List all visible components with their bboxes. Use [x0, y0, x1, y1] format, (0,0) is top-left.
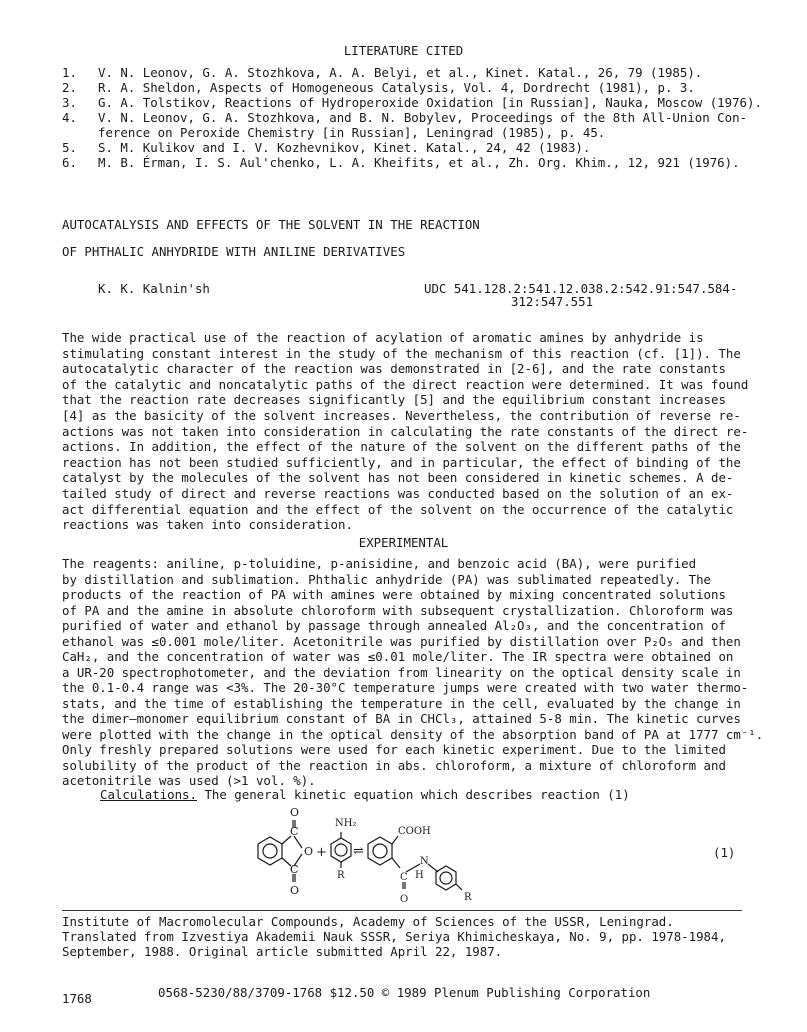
o-top-label: O [290, 806, 300, 819]
benzene-ring-product [368, 836, 462, 890]
cooh-label: COOH [398, 826, 431, 837]
calculations-label: Calculations. [100, 787, 197, 802]
c-bottom-label: C [290, 863, 299, 876]
institute-line: September, 1988. Original article submitted April 22, 1987. [62, 944, 503, 959]
intro-line: tailed study of direct and reverse reactions was conducted based on the solution of an ex- [62, 485, 734, 501]
equation-number: (1) [713, 845, 736, 860]
plus-sign: + [316, 845, 327, 860]
equilibrium-arrow: ⇌ [353, 844, 364, 859]
intro-line: autocatalytic character of the reaction was demonstrated in [2-6], and the rate constants [62, 361, 726, 377]
reference-text: M. B. Érman, I. S. Aul'chenko, L. A. Kheifits, et al., Zh. Org. Khim., 12, 921 (1976). [98, 155, 740, 170]
experimental-line: The reagents: aniline, p-toluidine, p-anisidine, and benzoic acid (BA), were purified [62, 556, 697, 571]
o-ring-label: O [304, 845, 314, 858]
experimental-line: of PA and the amine in absolute chloroform with subsequent crystallization. Chloroform was [62, 602, 734, 618]
c-top-label: C [290, 825, 299, 838]
experimental-line: the 0.1-0.4 range was <3%. The 20-30°C temperature jumps were created with two water thermo- [62, 680, 749, 695]
article-title-line: AUTOCATALYSIS AND EFFECTS OF THE SOLVENT IN THE REACTION [62, 217, 480, 232]
article-title-line: OF PHTHALIC ANHYDRIDE WITH ANILINE DERIVATIVES [62, 244, 406, 260]
o-product-label: O [400, 894, 409, 905]
c-product-label: C [400, 872, 408, 883]
intro-line: stimulating constant interest in the study of the mechanism of this reaction (cf. [1]). The [62, 345, 741, 361]
calculations-text: The general kinetic equation which describes reaction (1) [196, 787, 630, 802]
udc-line: 312:547.551 [511, 294, 594, 310]
calculations-line [100, 788, 630, 801]
experimental-paragraph [62, 556, 763, 789]
author: K. K. Kalnin'sh [98, 281, 210, 296]
o-bottom-label: O [290, 884, 300, 897]
reference-text: R. A. Sheldon, Aspects of Homogeneous Catalysis, Vol. 4, Dordrecht (1981), p. 3. [98, 80, 695, 95]
page-number: 1768 [62, 991, 92, 1006]
experimental-line: by distillation and sublimation. Phthalic anhydride (PA) was sublimated repeatedly. The [62, 571, 712, 587]
literature-heading: LITERATURE CITED [343, 43, 464, 58]
reaction-scheme [240, 806, 500, 908]
reference-number: 6. [62, 155, 77, 170]
reference-number: 1. [62, 65, 77, 80]
intro-line: reactions was taken into consideration. [62, 517, 353, 533]
reference-text: V. N. Leonov, G. A. Stozhkova, A. A. Belyi, et al., Kinet. Katal., 26, 79 (1985). [98, 65, 703, 80]
experimental-line: a UR-20 spectrophotometer, and the deviation from linearity on the optical density scale in [62, 664, 741, 680]
article-title [62, 218, 480, 258]
reference-number: 5. [62, 140, 77, 155]
r-amine-label: R [337, 870, 345, 881]
intro-line: of the catalytic and noncatalytic paths of the direct reaction were determined. It was found [62, 376, 749, 392]
reference-text: G. A. Tolstikov, Reactions of Hydroperoxide Oxidation [in Russian], Nauka, Moscow (1976). [98, 95, 762, 110]
intro-line: act differential equation and the effect of the solvent on the occurrence of the catalytic [62, 501, 734, 517]
intro-line: [4] as the basicity of the solvent increases. Nevertheless, the contribution of reverse re- [62, 407, 741, 423]
reference-number: 3. [62, 95, 77, 110]
intro-line: catalyst by the molecules of the solvent has not been considered in kinetic schemes. A de- [62, 470, 734, 486]
institute-line: Translated from Izvestiya Akademii Nauk SSSR, Seriya Khimicheskaya, No. 9, pp. 1978-1984, [62, 929, 726, 944]
intro-line: actions. In addition, the effect of the nature of the solvent on the different paths of the [62, 439, 741, 455]
nh2-label: NH₂ [335, 818, 357, 829]
reference-text: ference on Peroxide Chemistry [in Russian], Leningrad (1985), p. 45. [98, 125, 606, 140]
experimental-line: the dimer—monomer equilibrium constant of BA in CHCl₃, attained 5-8 min. The kinetic curves [62, 711, 741, 726]
experimental-line: stats, and the time of establishing the temperature in the cell, evaluated by the change in [62, 695, 741, 711]
experimental-line: ethanol was ≤0.001 mole/liter. Acetonitrile was purified by distillation over P₂O₅ and then [62, 633, 741, 649]
h-label: H [415, 870, 424, 881]
reference-number: 4. [62, 110, 77, 125]
benzene-ring-amine [331, 832, 351, 868]
institute-line: Institute of Macromolecular Compounds, Academy of Sciences of the USSR, Leningrad. [62, 914, 674, 929]
experimental-line: Only freshly prepared solutions were used for each kinetic experiment. Due to the limited [62, 742, 726, 757]
reference-text: S. M. Kulikov and I. V. Kozhevnikov, Kinet. Katal., 24, 42 (1983). [98, 140, 591, 155]
udc-code [424, 282, 737, 308]
udc-line: UDC 541.128.2:541.12.038.2:542.91:547.584- [424, 281, 738, 296]
copyright-line: 0568-5230/88/3709-1768 $12.50 © 1989 Plenum Publishing Corporation [158, 985, 651, 1000]
institute-footnote [62, 914, 726, 959]
experimental-line: acetonitrile was used (>1 vol. %). [62, 773, 316, 788]
intro-line: reaction has not been studied sufficiently, and in particular, the effect of binding of the [62, 454, 741, 470]
r-product-label: R [464, 892, 472, 903]
n-label: N [420, 856, 429, 867]
intro-paragraph [62, 330, 748, 533]
intro-line: that the reaction rate decreases significantly [5] and the equilibrium constant increases [62, 392, 726, 408]
intro-line: The wide practical use of the reaction of acylation of aromatic amines by anhydride is [62, 330, 704, 345]
footnote-rule [62, 910, 742, 911]
experimental-line: were plotted with the change in the optical density of the absorption band of PA at 1777 cm⁻¹. [62, 726, 764, 742]
experimental-line: solubility of the product of the reaction in abs. chloroform, a mixture of chloroform and [62, 757, 726, 773]
experimental-line: products of the reaction of PA with amines were obtained by mixing concentrated solutions [62, 587, 726, 602]
experimental-heading: EXPERIMENTAL [358, 535, 449, 550]
experimental-line: purified of water and ethanol by passage through annealed Al₂O₃, and the concentration of [62, 618, 726, 633]
intro-line: actions was not taken into consideration in calculating the rate constants of the direct re- [62, 423, 749, 439]
reference-number: 2. [62, 80, 77, 95]
experimental-line: CaH₂, and the concentration of water was ≤0.01 mole/liter. The IR spectra were obtained on [62, 649, 734, 664]
reference-text: V. N. Leonov, G. A. Stozhkova, and B. N. Bobylev, Proceedings of the 8th All-Union Con- [98, 110, 748, 125]
